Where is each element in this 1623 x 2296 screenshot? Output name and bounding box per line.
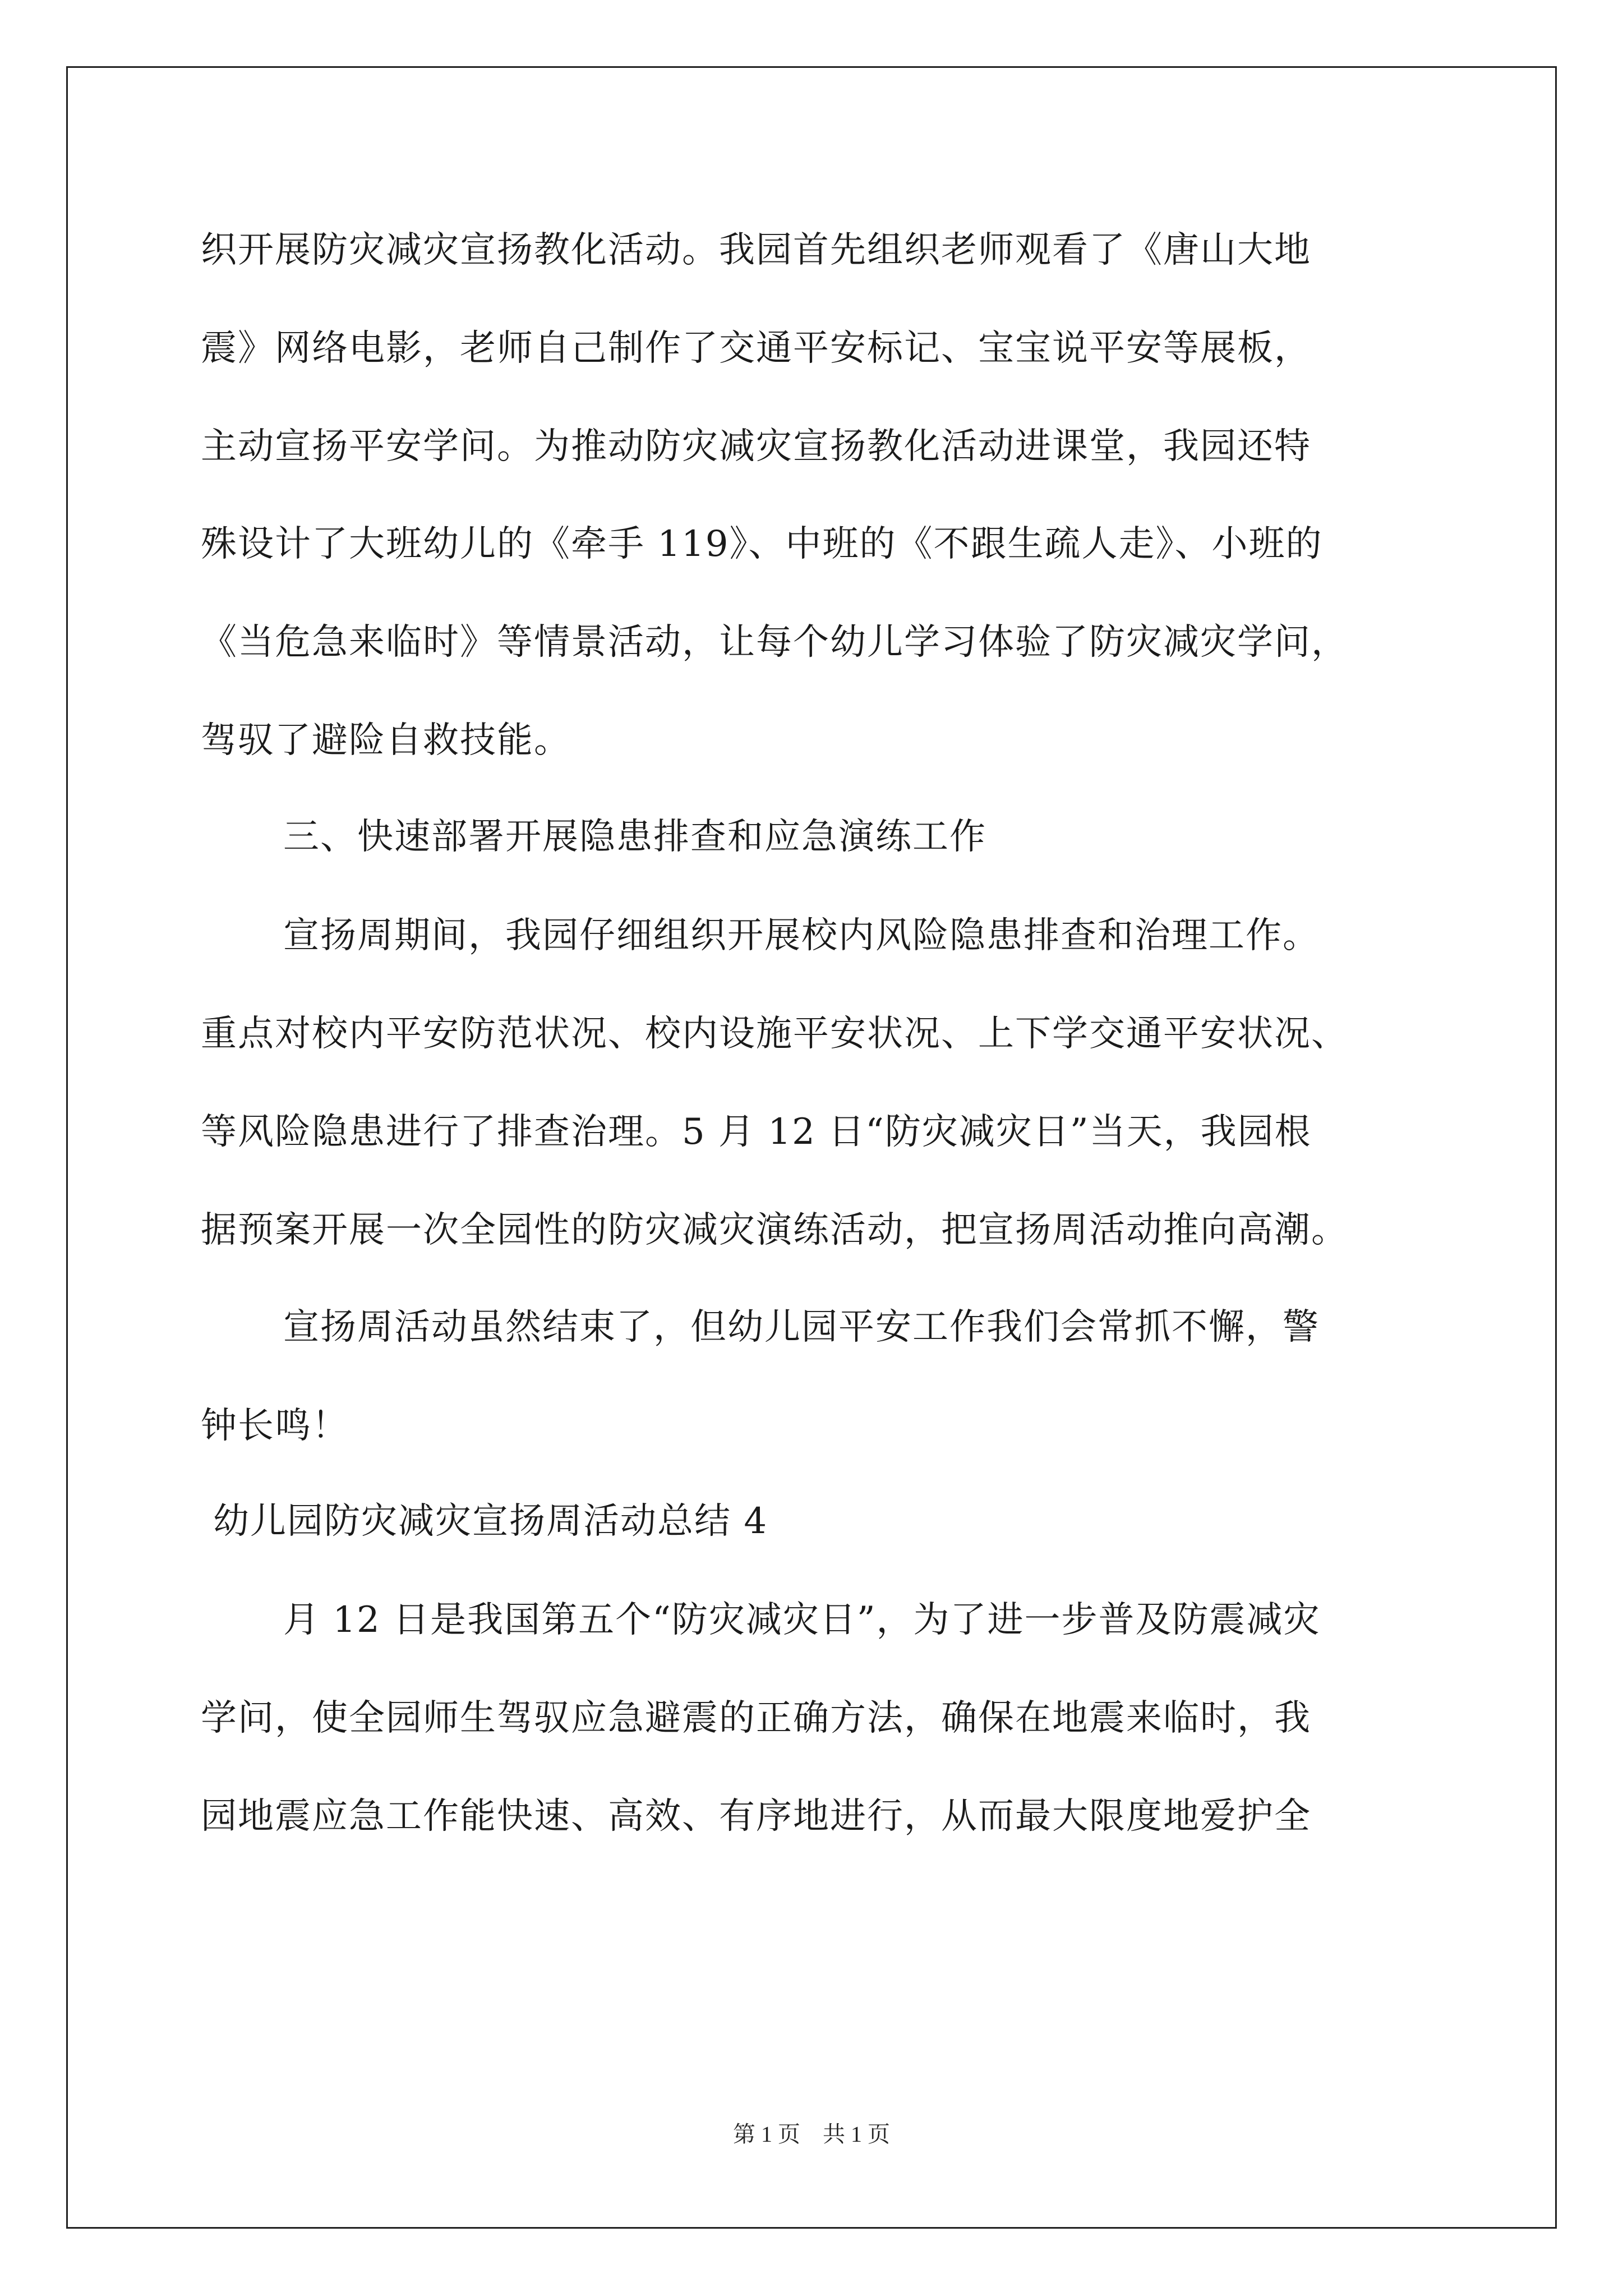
body-line: 织开展防灾减灾宣扬教化活动。我园首先组织老师观看了《唐山大地 xyxy=(201,229,1311,271)
section-heading: 三、快速部署开展隐患排查和应急演练工作 xyxy=(283,816,986,858)
body-line: 据预案开展一次全园性的防灾减灾演练活动，把宣扬周活动推向高潮。 xyxy=(201,1209,1348,1251)
body-line: 驾驭了避险自救技能。 xyxy=(201,720,571,761)
body-line: 等风险隐患进行了排查治理。5 月 12 日“防灾减灾日”当天，我园根 xyxy=(201,1111,1312,1153)
body-line: 《当危急来临时》等情景活动，让每个幼儿学习体验了防灾减灾学问， xyxy=(201,622,1348,663)
body-line: 园地震应急工作能快速、高效、有序地进行，从而最大限度地爱护全 xyxy=(201,1796,1311,1837)
body-line: 主动宣扬平安学问。为推动防灾减灾宣扬教化活动进课堂，我园还特 xyxy=(201,426,1311,467)
body-line: 殊设计了大班幼儿的《牵手 119》、中班的《不跟生疏人走》、小班的 xyxy=(201,523,1323,565)
body-line: 宣扬周活动虽然结束了，但幼儿园平安工作我们会常抓不懈，警 xyxy=(283,1306,1320,1348)
article-title: 幼儿园防灾减灾宣扬周活动总结 4 xyxy=(213,1501,768,1542)
body-line: 震》网络电影，老师自己制作了交通平安标记、宝宝说平安等展板， xyxy=(201,328,1311,369)
body-line: 学问，使全园师生驾驭应急避震的正确方法，确保在地震来临时，我 xyxy=(201,1697,1311,1739)
body-line: 重点对校内平安防范状况、校内设施平安状况、上下学交通平安状况、 xyxy=(201,1013,1348,1055)
page-number-footer: 第 1 页 共 1 页 xyxy=(733,2122,890,2147)
body-line: 钟长鸣！ xyxy=(201,1405,349,1447)
body-line: 月 12 日是我国第五个“防灾减灾日”，为了进一步普及防震减灾 xyxy=(283,1599,1321,1641)
body-line: 宣扬周期间，我园仔细组织开展校内风险隐患排查和治理工作。 xyxy=(283,915,1320,956)
